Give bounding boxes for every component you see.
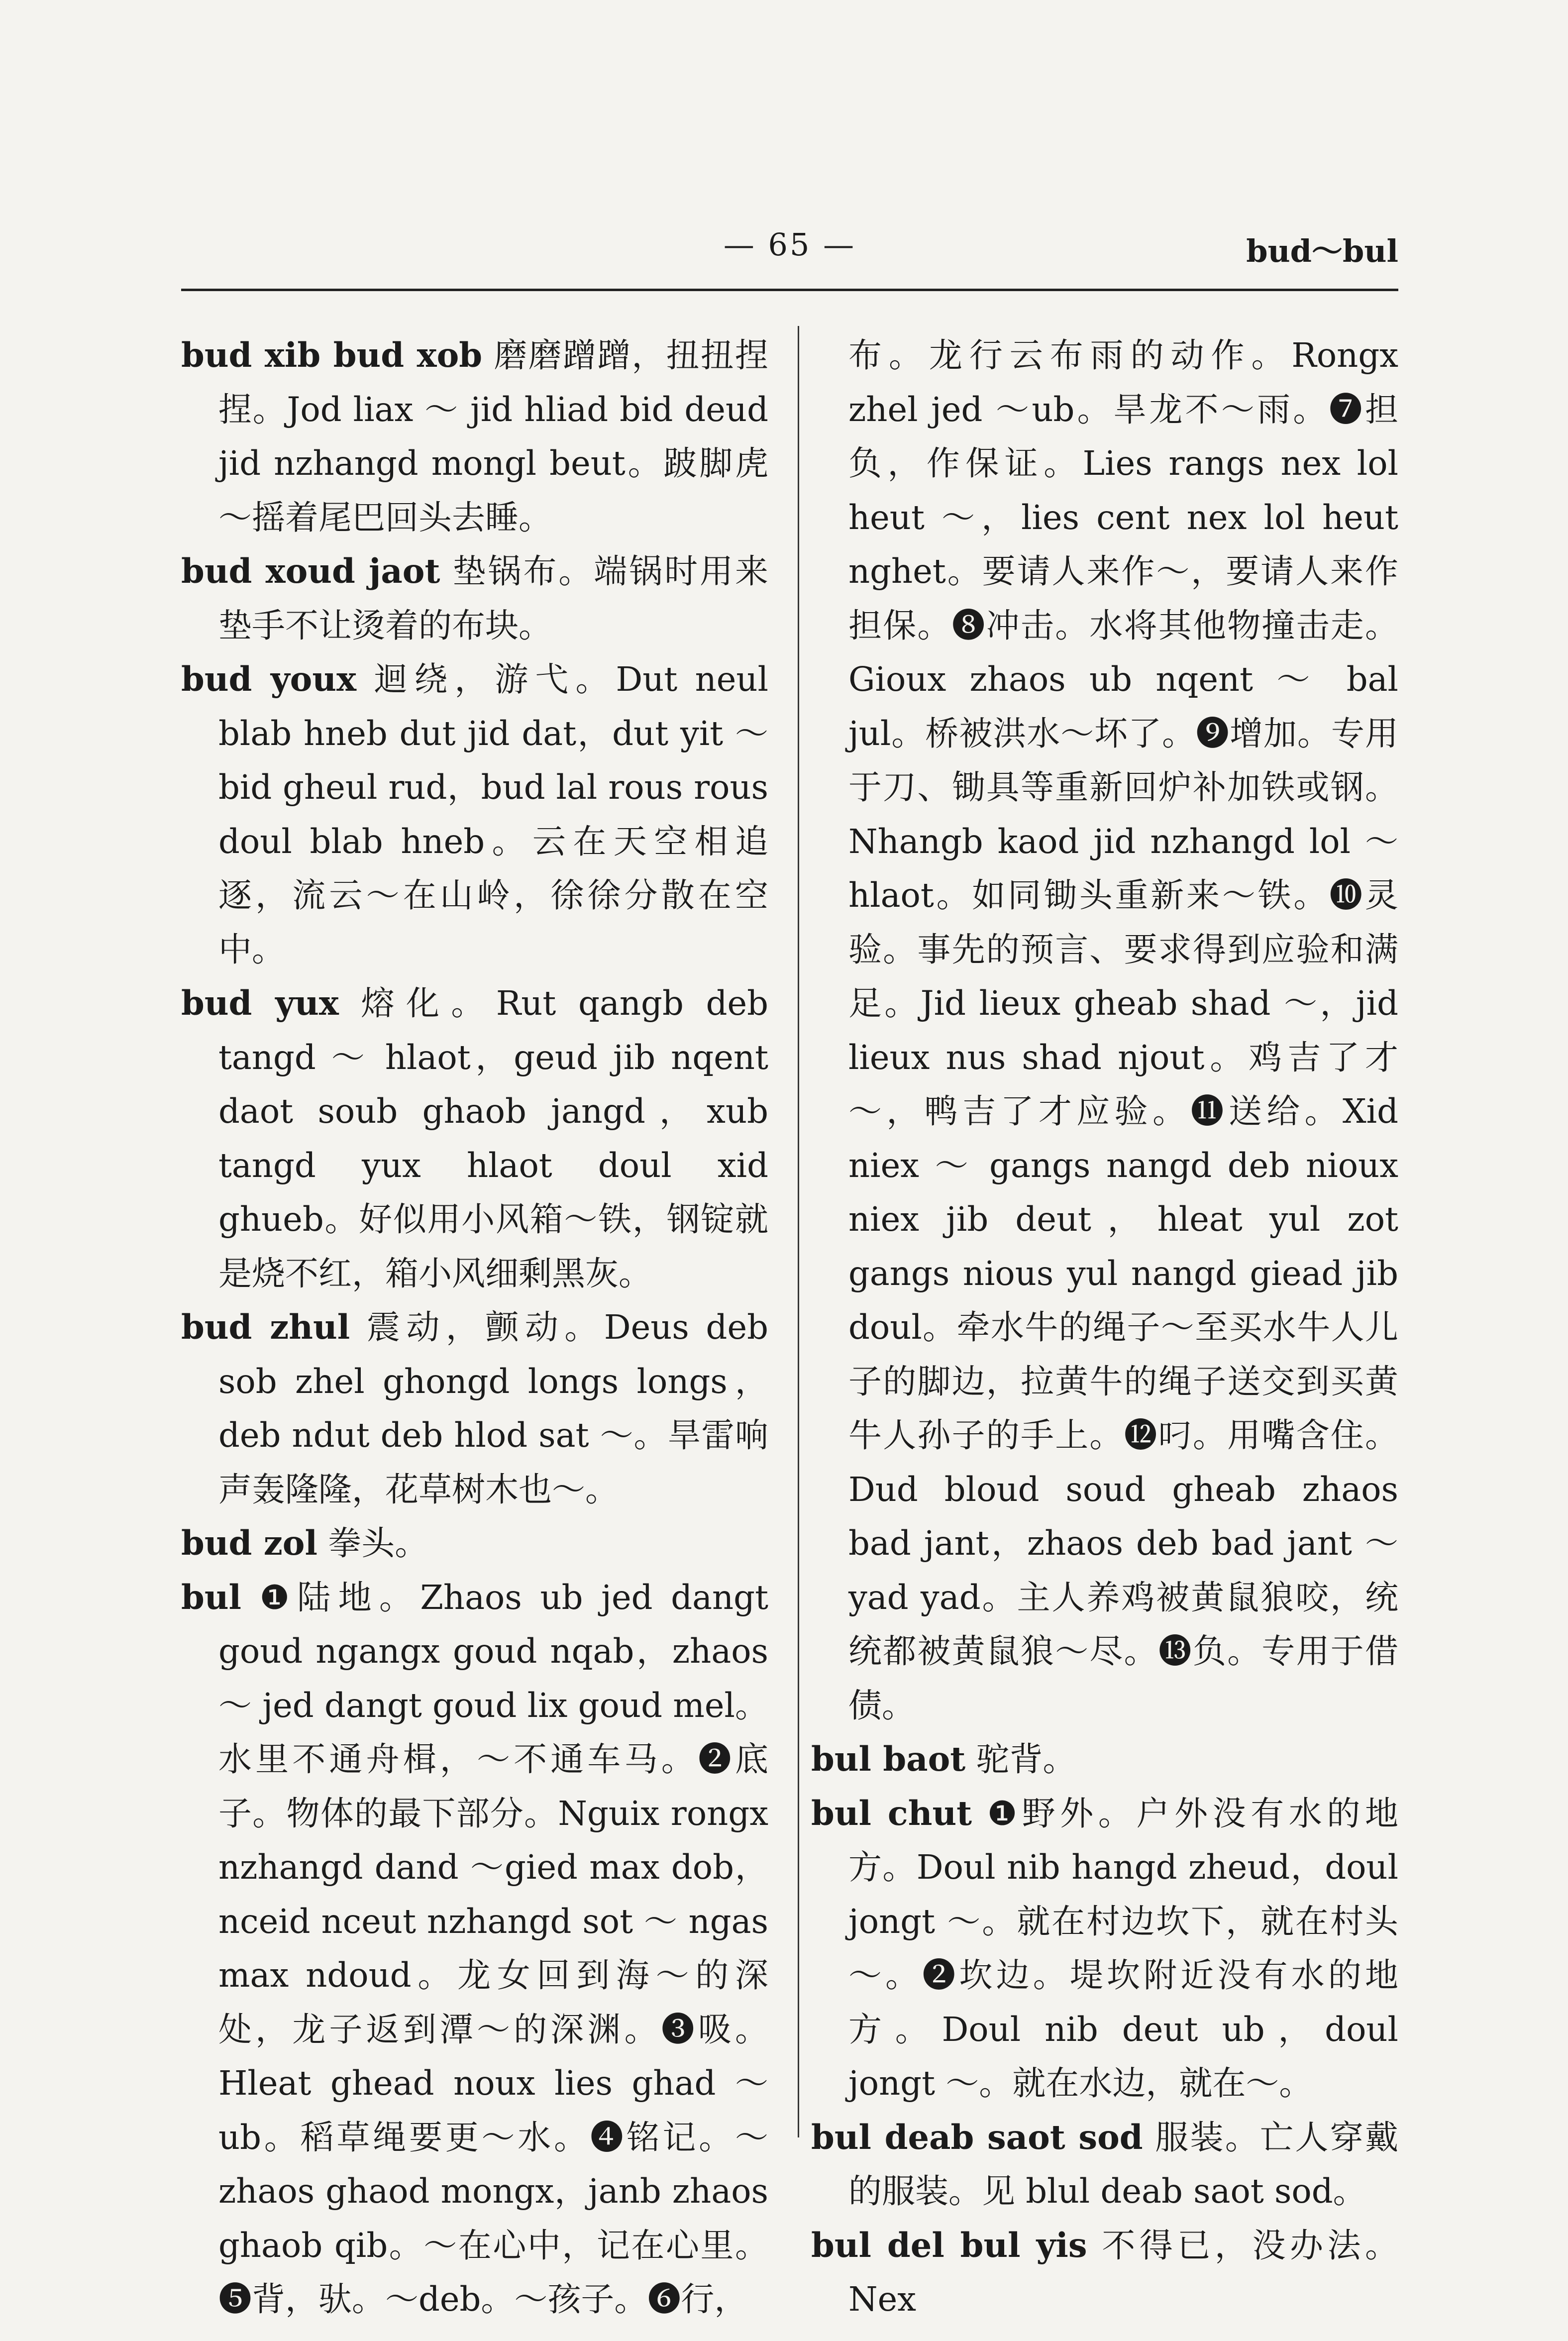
dictionary-entry	[181, 976, 768, 1300]
entry-definition: 不得已，没办法。Nex	[848, 2226, 1398, 2319]
entry-headword: bud xib bud xob	[181, 335, 483, 375]
dictionary-entry	[181, 328, 768, 544]
entry-definition: 服装。亡人穿戴的服装。见 blul deab saot sod。	[848, 2118, 1398, 2211]
entry-headword: bul	[181, 1577, 242, 1617]
left-column	[181, 328, 768, 2327]
dictionary-entry	[811, 1732, 1398, 1787]
entry-headword: bul deab saot sod	[811, 2117, 1143, 2157]
entry-headword: bul chut	[811, 1793, 972, 1833]
entry-definition: 拳头。	[317, 1524, 428, 1563]
dictionary-entry	[181, 1571, 768, 2327]
entry-headword: bud xoud jaot	[181, 551, 440, 591]
entry-definition: 震动，颤动。Deus deb sob zhel ghongd longs longs，deb ndut deb hlod sat ～。旱雷响声轰隆隆，花草树木也～。	[218, 1308, 768, 1509]
page-number: — 65 —	[723, 226, 856, 263]
column-divider	[798, 326, 799, 2137]
entry-definition: 迴绕，游弋。Dut neul blab hneb dut jid dat，dut yit ～ bid gheul rud，bud lal rous rous doul blab hneb。云在天空相追逐，流云～在山岭，徐徐分散在空中。	[218, 660, 768, 969]
page-header	[181, 214, 1398, 291]
entry-definition: 垫锅布。端锅时用来垫手不让烫着的布块。	[218, 552, 768, 645]
dictionary-entry	[181, 652, 768, 976]
dictionary-entry	[811, 1787, 1398, 2111]
dictionary-entry	[181, 1300, 768, 1516]
entry-headword: bul del bul yis	[811, 2225, 1087, 2265]
entry-definition: ❶野外。户外没有水的地方。Doul nib hangd zheud，doul jongt ～。就在村边坎下，就在村头～。❷坎边。堤坎附近没有水的地方。Doul nib deut ub，doul jongt ～。就在水边，就在～。	[848, 1794, 1398, 2103]
dictionary-entry	[181, 544, 768, 652]
entry-definition: 熔化。Rut qangb deb tangd ～ hlaot，geud jib nqent daot soub ghaob jangd，xub tangd yux hlaot doul xid ghueb。好似用小风箱～铁，钢锭就是烧不红，箱小风细剩黑灰。	[218, 984, 768, 1293]
running-head: bud～bul	[1246, 233, 1398, 269]
entry-headword: bud yux	[181, 983, 339, 1023]
entry-definition: 布。龙行云布雨的动作。Rongx zhel jed ～ub。旱龙不～雨。❼担负，作保证。Lies rangs nex lol heut ～，lies cent nex lol heut nghet。要请人来作～，要请人来作担保。❽冲击。水将其他物撞击走。Gioux zhaos ub nqent ～ bal jul。桥被洪水～坏了。❾增加。专用于刀、锄具等重新回炉补加铁或钢。Nhangb kaod jid nzhangd lol ～ hlaot。如同锄头重新来～铁。❿灵验。事先的预言、要求得到应验和满足。Jid lieux gheab shad ～，jid lieux nus shad njout。鸡吉了才～，鸭吉了才应验。⓫送给。Xid niex ～ gangs nangd deb nioux niex jib deut，hleat yul zot gangs nious yul nangd giead jib doul。牵水牛的绳子～至买水牛人儿子的脚边，拉黄牛的绳子送交到买黄牛人孙子的手上。⓬叼。用嘴含住。Dud bloud soud gheab zhaos bad jant，zhaos deb bad jant ～ yad yad。主人养鸡被黄鼠狼咬，统统都被黄鼠狼～尽。⓭负。专用于借债。	[848, 336, 1398, 1725]
entry-definition: ❶陆地。Zhaos ub jed dangt goud ngangx goud nqab，zhaos ～ jed dangt goud lix goud mel。水里不通舟楫，～不通车马。❷底子。物体的最下部分。Nguix rongx nzhangd dand ～gied max dob，nceid nceut nzhangd sot ～ ngas max ndoud。龙女回到海～的深处，龙子返到潭～的深渊。❸吸。Hleat ghead noux lies ghad ～ ub。稻草绳要更～水。❹铭记。～ zhaos ghaod mongx，janb zhaos ghaob qib。～在心中，记在心里。❺背，驮。～deb。～孩子。❻行，	[218, 1578, 768, 2319]
dictionary-entry	[181, 1516, 768, 1571]
entry-headword: bud zol	[181, 1523, 317, 1563]
dictionary-entry-continued	[811, 328, 1398, 1732]
entry-headword: bud youx	[181, 659, 357, 699]
entry-definition: 磨磨蹭蹭，扭扭捏捏。Jod liax ～ jid hliad bid deud jid nzhangd mongl beut。跛脚虎～摇着尾巴回头去睡。	[218, 336, 769, 537]
dictionary-entry	[811, 2111, 1398, 2219]
right-column	[811, 328, 1398, 2327]
dictionary-entry	[811, 2219, 1398, 2327]
entry-headword: bul baot	[811, 1739, 966, 1779]
entry-definition: 驼背。	[965, 1740, 1076, 1779]
entry-headword: bud zhul	[181, 1307, 350, 1347]
